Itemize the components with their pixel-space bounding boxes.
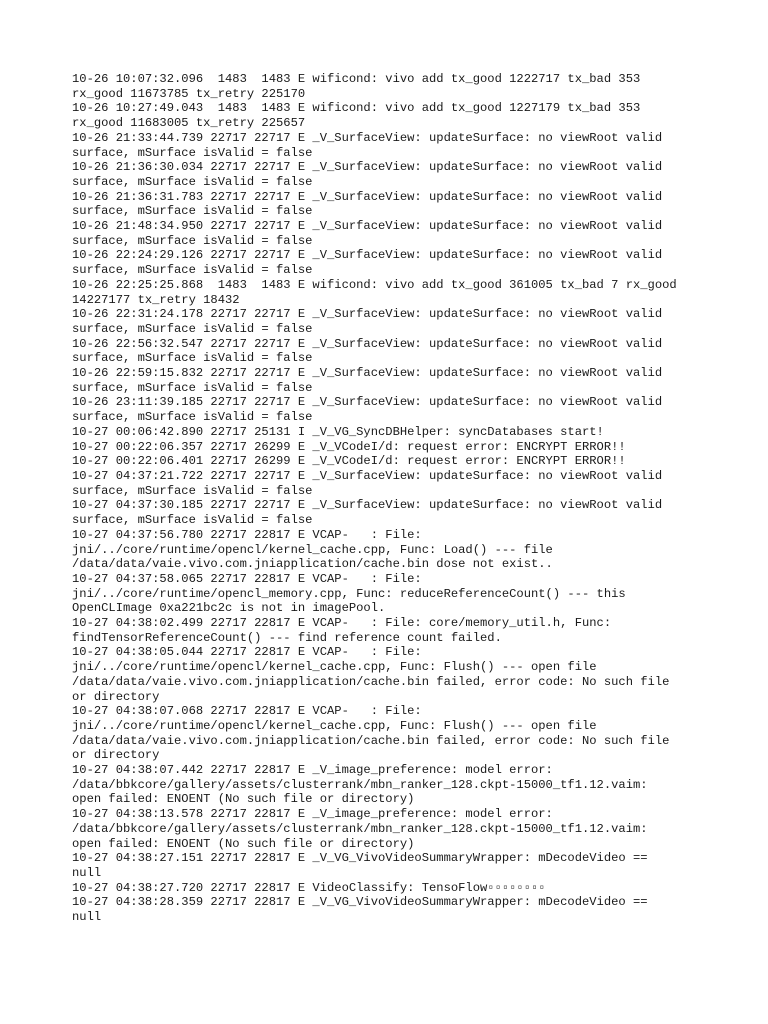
log-line: /data/data/vaie.vivo.com.jniapplication/cache.bin failed, error code: No such file xyxy=(72,733,670,748)
log-line: 10-27 00:06:42.890 22717 25131 I _V_VG_SyncDBHelper: syncDatabases start! xyxy=(72,424,604,439)
log-line: 10-27 04:38:05.044 22717 22817 E VCAP- : File: xyxy=(72,645,422,660)
log-line: 10-27 04:37:56.780 22717 22817 E VCAP- : File: xyxy=(72,527,422,542)
log-line: 10-26 21:33:44.739 22717 22717 E _V_SurfaceView: updateSurface: no viewRoot valid xyxy=(72,130,663,145)
log-line: 14227177 tx_retry 18432 xyxy=(72,292,240,307)
log-line: rx_good 11683005 tx_retry 225657 xyxy=(72,116,306,131)
log-line: 10-27 00:22:06.401 22717 26299 E _V_VCodeI/d: request error: ENCRYPT ERROR!! xyxy=(72,454,626,469)
log-line: rx_good 11673785 tx_retry 225170 xyxy=(72,86,306,101)
log-line: surface, mSurface isValid = false xyxy=(72,410,313,425)
log-line: surface, mSurface isValid = false xyxy=(72,483,313,498)
log-line: surface, mSurface isValid = false xyxy=(72,233,313,248)
log-line: surface, mSurface isValid = false xyxy=(72,321,313,336)
log-line: surface, mSurface isValid = false xyxy=(72,380,313,395)
log-line: 10-26 22:56:32.547 22717 22717 E _V_SurfaceView: updateSurface: no viewRoot valid xyxy=(72,336,663,351)
log-line: 10-26 10:27:49.043 1483 1483 E wificond: vivo add tx_good 1227179 tx_bad 353 xyxy=(72,101,641,116)
log-line: surface, mSurface isValid = false xyxy=(72,513,313,528)
log-line: 10-26 21:36:31.783 22717 22717 E _V_SurfaceView: updateSurface: no viewRoot valid xyxy=(72,189,663,204)
log-line: 10-26 22:25:25.868 1483 1483 E wificond: vivo add tx_good 361005 tx_bad 7 rx_good xyxy=(72,277,677,292)
log-line: /data/bbkcore/gallery/assets/clusterrank/mbn_ranker_128.ckpt-15000_tf1.12.vaim: xyxy=(72,777,648,792)
log-line: surface, mSurface isValid = false xyxy=(72,145,313,160)
log-line: surface, mSurface isValid = false xyxy=(72,204,313,219)
log-line: 10-27 04:37:30.185 22717 22717 E _V_SurfaceView: updateSurface: no viewRoot valid xyxy=(72,498,663,513)
log-line: surface, mSurface isValid = false xyxy=(72,174,313,189)
log-text-body xyxy=(72,72,752,925)
log-line: 10-27 04:38:13.578 22717 22817 E _V_image_preference: model error: xyxy=(72,807,553,822)
log-line: 10-27 04:37:21.722 22717 22717 E _V_SurfaceView: updateSurface: no viewRoot valid xyxy=(72,468,663,483)
log-line: 10-26 22:31:24.178 22717 22717 E _V_SurfaceView: updateSurface: no viewRoot valid xyxy=(72,307,663,322)
log-line: /data/bbkcore/gallery/assets/clusterrank/mbn_ranker_128.ckpt-15000_tf1.12.vaim: xyxy=(72,821,648,836)
log-line: 10-27 04:37:58.065 22717 22817 E VCAP- : File: xyxy=(72,571,422,586)
log-line: /data/data/vaie.vivo.com.jniapplication/cache.bin dose not exist.. xyxy=(72,557,553,572)
log-line: surface, mSurface isValid = false xyxy=(72,263,313,278)
log-line: jni/../core/runtime/opencl_memory.cpp, Func: reduceReferenceCount() --- this xyxy=(72,586,626,601)
log-line: /data/data/vaie.vivo.com.jniapplication/cache.bin failed, error code: No such file xyxy=(72,674,670,689)
log-line: 10-26 22:59:15.832 22717 22717 E _V_SurfaceView: updateSurface: no viewRoot valid xyxy=(72,366,663,381)
log-line: 10-27 04:38:27.151 22717 22817 E _V_VG_VivoVideoSummaryWrapper: mDecodeVideo == xyxy=(72,851,648,866)
log-line: 10-27 04:38:28.359 22717 22817 E _V_VG_VivoVideoSummaryWrapper: mDecodeVideo == xyxy=(72,895,648,910)
log-line: 10-26 22:24:29.126 22717 22717 E _V_SurfaceView: updateSurface: no viewRoot valid xyxy=(72,248,663,263)
log-line: 10-27 00:22:06.357 22717 26299 E _V_VCodeI/d: request error: ENCRYPT ERROR!! xyxy=(72,439,626,454)
log-line: surface, mSurface isValid = false xyxy=(72,351,313,366)
log-line: 10-26 10:07:32.096 1483 1483 E wificond: vivo add tx_good 1222717 tx_bad 353 xyxy=(72,72,641,86)
log-line: open failed: ENOENT (No such file or directory) xyxy=(72,836,415,851)
log-line: 10-26 21:48:34.950 22717 22717 E _V_SurfaceView: updateSurface: no viewRoot valid xyxy=(72,219,663,234)
log-line: or directory xyxy=(72,689,160,704)
log-line: 10-27 04:38:27.720 22717 22817 E VideoClassify: TensoFlow▫▫▫▫▫▫▫▫ xyxy=(72,880,546,895)
log-line: null xyxy=(72,865,102,880)
log-line: 10-26 21:36:30.034 22717 22717 E _V_SurfaceView: updateSurface: no viewRoot valid xyxy=(72,160,663,175)
log-line: open failed: ENOENT (No such file or directory) xyxy=(72,792,415,807)
log-line: 10-27 04:38:02.499 22717 22817 E VCAP- : File: core/memory_util.h, Func: xyxy=(72,616,612,631)
log-line: 10-26 23:11:39.185 22717 22717 E _V_SurfaceView: updateSurface: no viewRoot valid xyxy=(72,395,663,410)
log-line: or directory xyxy=(72,748,160,763)
log-line: findTensorReferenceCount() --- find reference count failed. xyxy=(72,630,502,645)
log-line: jni/../core/runtime/opencl/kernel_cache.cpp, Func: Flush() --- open file xyxy=(72,718,597,733)
log-line: 10-27 04:38:07.442 22717 22817 E _V_image_preference: model error: xyxy=(72,763,553,778)
log-line: 10-27 04:38:07.068 22717 22817 E VCAP- : File: xyxy=(72,704,422,719)
log-line: jni/../core/runtime/opencl/kernel_cache.cpp, Func: Load() --- file xyxy=(72,542,553,557)
log-line: jni/../core/runtime/opencl/kernel_cache.cpp, Func: Flush() --- open file xyxy=(72,660,597,675)
log-line: OpenCLImage 0xa221bc2c is not in imagePool. xyxy=(72,601,386,616)
log-line: null xyxy=(72,910,102,925)
